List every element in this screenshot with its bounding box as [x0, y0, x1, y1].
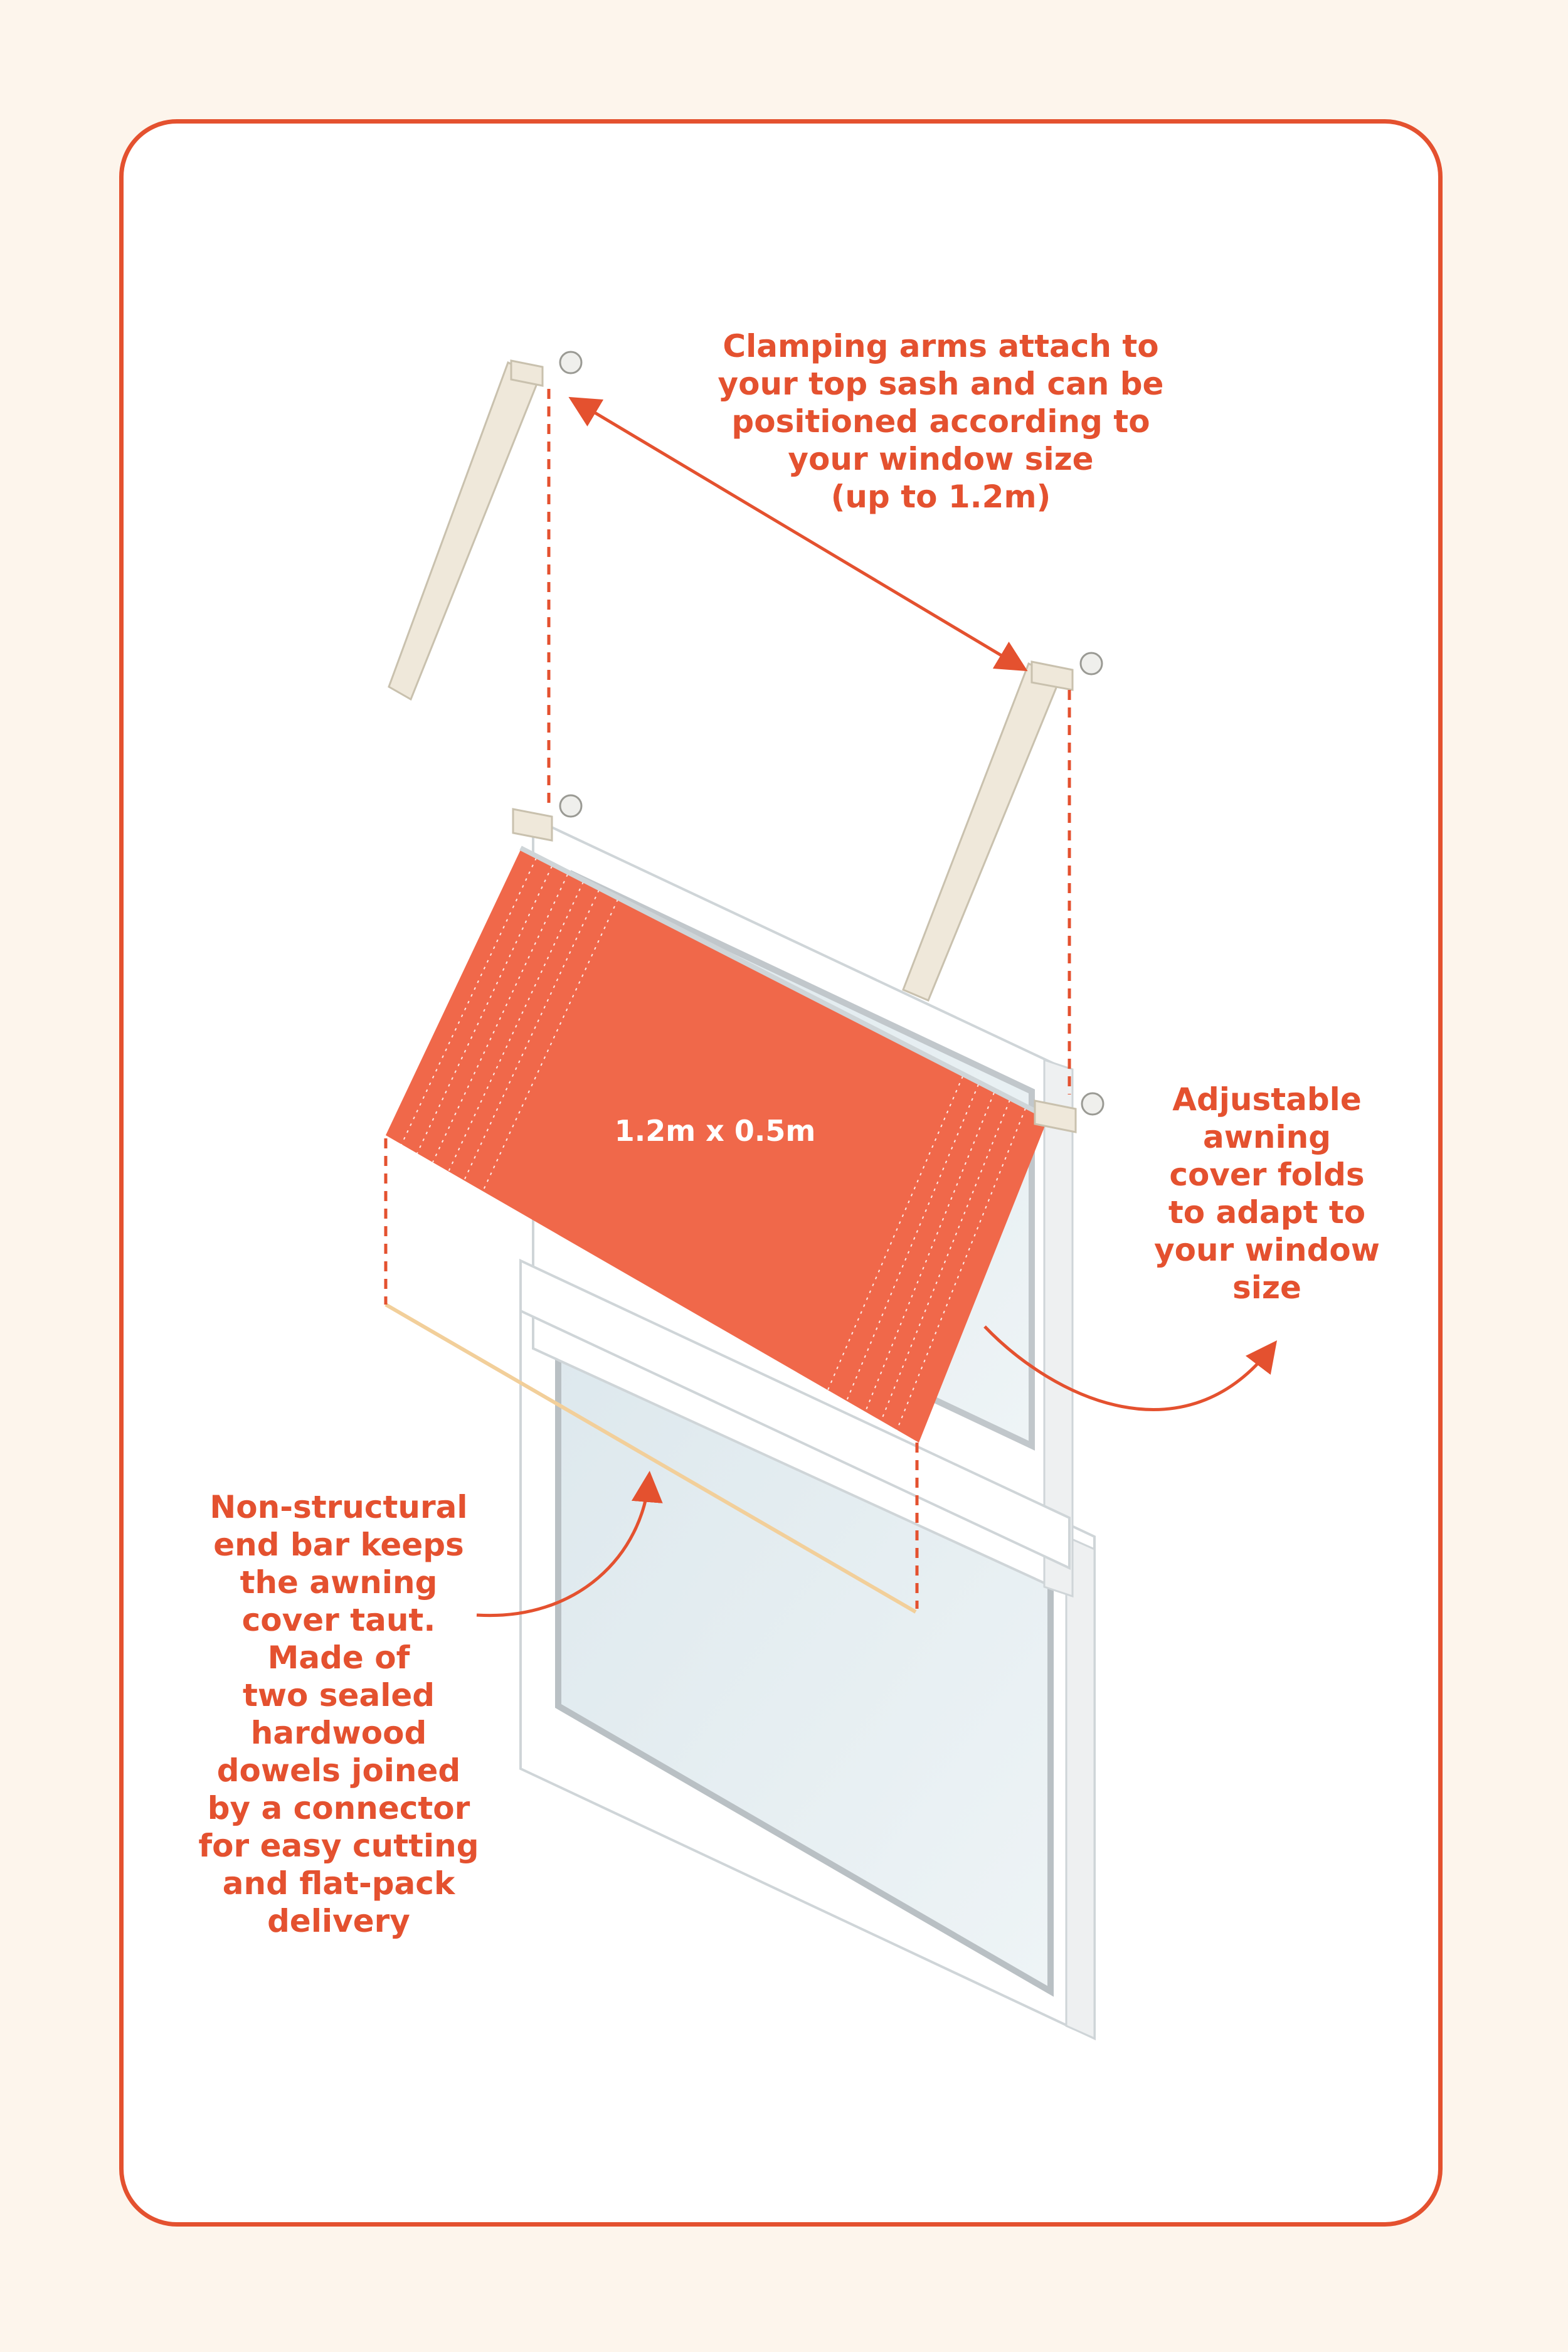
arm-bar [903, 664, 1060, 1000]
clamp-knob [560, 795, 581, 817]
awning-dimension-label: 1.2m x 0.5m [614, 1114, 816, 1148]
arm-bar [389, 363, 539, 699]
callout-end-bar: Non-structural end bar keeps the awning cover taut. Made of two sealed hardwood dowels joined by a connector for easy cutting and flat-pack delivery [198, 1489, 479, 1939]
arm-bracket [513, 809, 552, 840]
clamping-arm-top-right [903, 653, 1102, 1000]
clamp-knob [560, 352, 581, 373]
lower-sash-side [1066, 1537, 1094, 2038]
callout-clamping-arms: Clamping arms attach to your top sash and can be positioned according to your window size (up to 1.2m) [718, 328, 1164, 515]
callout-adjustable-cover: Adjustable awning cover folds to adapt to your window size [1154, 1081, 1380, 1306]
clamping-arm-top-left [389, 352, 581, 699]
clamp-knob [1081, 653, 1102, 674]
